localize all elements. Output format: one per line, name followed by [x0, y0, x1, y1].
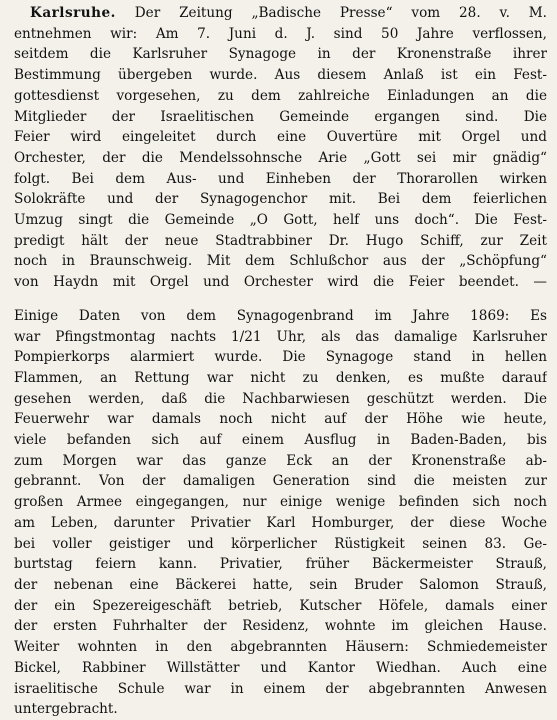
- text-line: Flammen, an Rettung war nicht zu denken, es mußte darauf: [14, 369, 547, 386]
- text-line: noch in Braunschweig. Mit dem Schlußchor aus der „Schöpfung“: [14, 253, 547, 270]
- text-line: israelitische Schule war in einem der abgebrannten Anwesen: [14, 680, 547, 697]
- text-line: gebrannt. Von der damaligen Generation sind die meisten zur: [14, 473, 547, 490]
- text-line: Umzug singt die Gemeinde „O Gott, helf uns doch“. Die Fest-: [14, 212, 547, 229]
- text-line: bei voller geistiger und körperlicher Rüstigkeit seinen 83. Ge-: [14, 535, 547, 552]
- text-line: der ersten Fuhrhalter der Residenz, wohnte im gleichen Hause.: [14, 618, 547, 635]
- text-line: entnehmen wir: Am 7. Juni d. J. sind 50 Jahre verflossen,: [14, 25, 547, 42]
- text-line: Feier wird eingeleitet durch eine Ouvertüre mit Orgel und: [14, 129, 547, 146]
- text-line: Bestimmung übergeben wurde. Aus diesem Anlaß ist ein Fest-: [14, 67, 547, 84]
- text-line: der ein Spezereigeschäft betrieb, Kutscher Höfele, damals einer: [14, 597, 547, 614]
- text-line: Pompierkorps alarmiert wurde. Die Synagoge stand in hellen: [14, 349, 547, 366]
- article-synagogue-anniversary: [14, 3, 547, 293]
- text-line: Orchester, der die Mendelssohnsche Arie „Gott sei mir gnädig“: [14, 149, 547, 166]
- article-kicker: Karlsruhe.: [30, 5, 116, 21]
- text-line: Karlsruhe. Der Zeitung „Badische Presse“ vom 28. v. M.: [30, 5, 547, 21]
- text-line: zum Morgen war das ganze Eck an der Kronenstraße ab-: [14, 452, 547, 469]
- text-line: Feuerwehr war damals noch nicht auf der Höhe wie heute,: [14, 411, 547, 428]
- text-line: Bickel, Rabbiner Willstätter und Kantor Wiedhan. Auch eine: [14, 659, 547, 676]
- text-line: war Pfingstmontag nachts 1/21 Uhr, als das damalige Karlsruher: [14, 328, 547, 345]
- text-line: Mitglieder der Israelitischen Gemeinde ergangen sind. Die: [14, 108, 547, 125]
- text-line: burtstag feiern kann. Privatier, früher Bäckermeister Strauß,: [14, 556, 547, 573]
- article-separator: [14, 293, 547, 303]
- text-line: folgt. Bei dem Aus- und Einheben der Thorarollen wirken: [14, 170, 547, 187]
- text-line: predigt hält der neue Stadtrabbiner Dr. Hugo Schiff, zur Zeit: [14, 232, 547, 249]
- text-line: Weiter wohnten in den abgebrannten Häusern: Schmiedemeister: [14, 639, 547, 656]
- text-line: Solokräfte und der Synagogenchor mit. Bei dem feierlichen: [14, 191, 547, 208]
- text-line: viele befanden sich auf einem Ausflug in Baden-Baden, bis: [14, 432, 547, 449]
- text-line: gesehen werden, daß die Nachbarwiesen geschützt werden. Die: [14, 390, 547, 407]
- text-line: Einige Daten von dem Synagogenbrand im Jahre 1869: Es: [14, 307, 547, 324]
- text-line: von Haydn mit Orgel und Orchester wird die Feier beendet. —: [14, 274, 547, 291]
- text-line: am Leben, darunter Privatier Karl Homburger, der diese Woche: [14, 514, 547, 531]
- text-line: großen Armee eingegangen, nur einige wenige befinden sich noch: [14, 494, 547, 511]
- article-synagogue-fire: [14, 306, 547, 720]
- text-line: seitdem die Karlsruher Synagoge in der Kronenstraße ihrer: [14, 46, 547, 63]
- text-line: der nebenan eine Bäckerei hatte, sein Bruder Salomon Strauß,: [14, 576, 547, 593]
- text-line: gottesdienst vorgesehen, zu dem zahlreiche Einladungen an die: [14, 87, 547, 104]
- text-line: untergebracht.: [14, 701, 118, 718]
